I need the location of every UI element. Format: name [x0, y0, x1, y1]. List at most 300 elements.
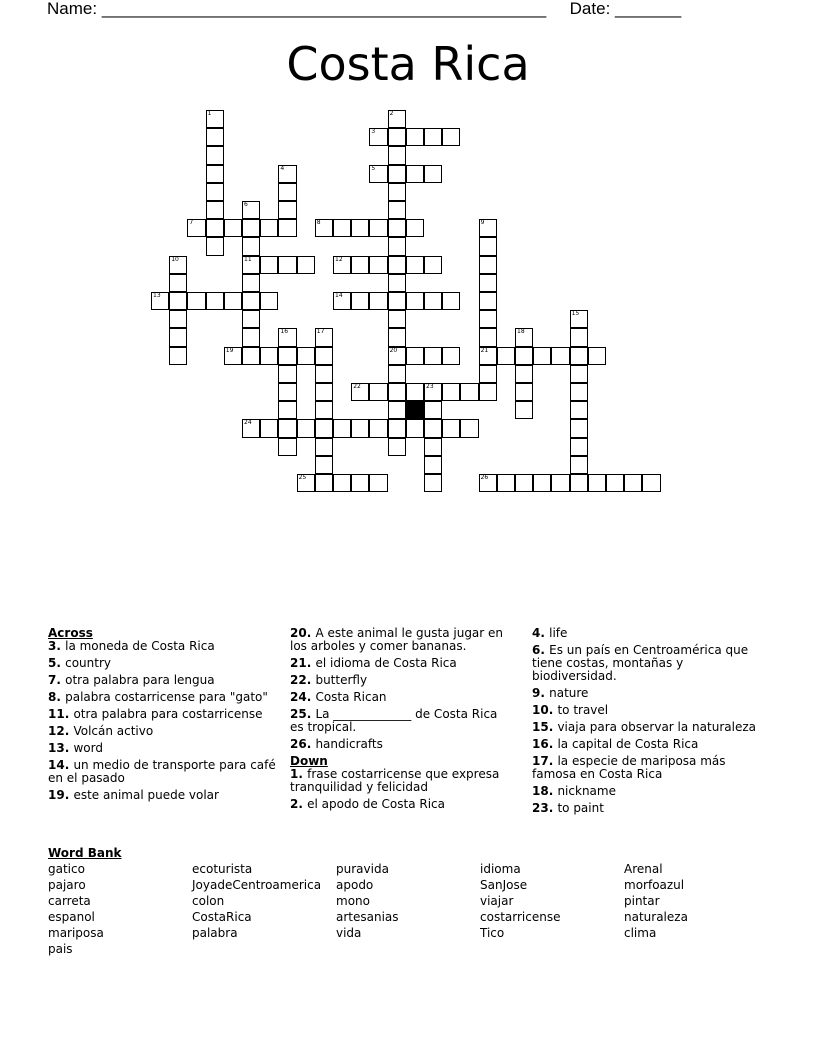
grid-cell[interactable]	[169, 347, 187, 365]
grid-cell[interactable]	[260, 292, 278, 310]
clues-column-2	[290, 627, 514, 815]
down-clue	[532, 755, 768, 781]
down-clue	[532, 785, 768, 798]
grid-cell[interactable]	[570, 328, 588, 346]
grid-cell[interactable]	[206, 183, 224, 201]
grid-cell[interactable]	[515, 347, 533, 365]
word-bank-word: espanol	[48, 910, 95, 924]
clue-number: 26	[480, 474, 489, 481]
clue-dot: .	[540, 643, 550, 657]
clue-text: to travel	[557, 703, 609, 717]
grid-cell[interactable]	[297, 474, 315, 492]
grid-cell[interactable]	[570, 365, 588, 383]
word-bank-word: mono	[336, 894, 370, 908]
grid-cell[interactable]	[369, 165, 387, 183]
word-bank-word: JoyadeCentroamerica	[192, 878, 322, 892]
word-bank-word: pajaro	[48, 878, 86, 892]
grid-cell[interactable]	[260, 256, 278, 274]
clue-label-number: 23	[532, 801, 549, 815]
clue-number: 24	[244, 419, 252, 427]
grid-cell[interactable]	[151, 292, 169, 310]
across-clue	[290, 708, 514, 734]
clue-number: 8	[316, 219, 321, 227]
grid-cell[interactable]	[388, 183, 406, 201]
grid-cell[interactable]	[388, 310, 406, 328]
down-clue	[532, 627, 768, 640]
grid-cell[interactable]	[187, 292, 205, 310]
word-bank-word: ecoturista	[192, 862, 253, 876]
clue-label-number: 9	[532, 686, 541, 700]
name-label: Name:	[47, 0, 98, 18]
clue-text: word	[73, 741, 103, 755]
grid-cell[interactable]	[169, 328, 187, 346]
date-line[interactable]: _______	[615, 0, 682, 18]
grid-cell[interactable]	[570, 347, 588, 365]
grid-cell[interactable]	[278, 438, 296, 456]
grid-cell[interactable]	[315, 438, 333, 456]
grid-cell[interactable]	[424, 383, 442, 401]
grid-cell[interactable]	[479, 219, 497, 237]
grid-cell[interactable]	[479, 274, 497, 292]
grid-cell[interactable]	[442, 383, 460, 401]
grid-cell[interactable]	[388, 365, 406, 383]
grid-cell[interactable]	[315, 219, 333, 237]
grid-cell[interactable]	[351, 292, 369, 310]
down-clue	[532, 738, 768, 751]
date-label: Date:	[569, 0, 611, 18]
clue-number: 1	[207, 110, 212, 117]
grid-cell[interactable]	[278, 256, 296, 274]
grid-cell[interactable]	[460, 419, 478, 437]
clue-label-number: 20	[290, 626, 307, 640]
grid-cell[interactable]	[479, 310, 497, 328]
across-clue	[48, 725, 280, 738]
grid-cell[interactable]	[479, 328, 497, 346]
clue-number: 10	[171, 255, 179, 263]
grid-cell[interactable]	[315, 456, 333, 474]
clue-number: 5	[371, 164, 376, 172]
word-bank-word: Tico	[480, 926, 505, 940]
grid-cell[interactable]	[442, 419, 460, 437]
grid-cell[interactable]	[333, 292, 351, 310]
grid-cell[interactable]	[479, 365, 497, 383]
word-bank-word: idioma	[480, 862, 521, 876]
clue-label-number: 22	[290, 673, 307, 687]
clue-number: 14	[335, 292, 343, 299]
clue-label-number: 11	[48, 707, 65, 721]
clue-label-number: 8	[48, 690, 57, 704]
clue-text: to paint	[557, 801, 604, 815]
grid-cell[interactable]	[515, 365, 533, 383]
word-bank-word: clima	[624, 926, 657, 940]
clue-dot: .	[548, 737, 558, 751]
grid-cell[interactable]	[278, 347, 296, 365]
grid-cell[interactable]	[315, 419, 333, 437]
word-bank-word: gatico	[48, 862, 85, 876]
grid-cell[interactable]	[297, 347, 315, 365]
across-clue	[290, 657, 514, 670]
across-clue	[48, 759, 280, 785]
clue-label-number: 5	[48, 656, 57, 670]
clue-number: 7	[189, 219, 194, 227]
grid-cell[interactable]	[369, 419, 387, 437]
clue-text: Costa Rican	[315, 690, 387, 704]
grid-cell[interactable]	[388, 328, 406, 346]
grid-cell[interactable]	[388, 383, 406, 401]
clue-label-number: 19	[48, 788, 65, 802]
clue-dot: .	[306, 707, 316, 721]
clue-label-number: 26	[290, 737, 307, 751]
across-clue	[48, 674, 280, 687]
grid-cell[interactable]	[388, 219, 406, 237]
grid-cell[interactable]	[278, 219, 296, 237]
clue-text: la moneda de Costa Rica	[65, 639, 215, 653]
clue-text: un medio de transporte para café en el pasado	[48, 758, 276, 785]
grid-cell[interactable]	[442, 128, 460, 146]
grid-cell[interactable]	[351, 219, 369, 237]
grid-cell[interactable]	[242, 256, 260, 274]
clue-label-number: 25	[290, 707, 307, 721]
clue-label-number: 16	[532, 737, 549, 751]
grid-cell[interactable]	[388, 237, 406, 255]
grid-cell[interactable]	[479, 237, 497, 255]
grid-cell[interactable]	[369, 474, 387, 492]
grid-cell[interactable]	[278, 365, 296, 383]
across-clue	[290, 627, 514, 653]
name-line[interactable]: _______________________________________________	[101, 0, 547, 18]
clue-text: otra palabra para lengua	[65, 673, 215, 687]
grid-cell[interactable]	[388, 401, 406, 419]
down-clue	[532, 802, 768, 815]
grid-cell[interactable]	[624, 474, 642, 492]
grid-cell[interactable]	[406, 165, 424, 183]
word-bank-word: artesanias	[336, 910, 399, 924]
down-clue	[290, 768, 514, 794]
clue-dot: .	[56, 639, 66, 653]
grid-cell[interactable]	[479, 347, 497, 365]
grid-cell[interactable]	[260, 347, 278, 365]
word-bank-word: morfoazul	[624, 878, 685, 892]
down-clue	[532, 704, 768, 717]
clue-text: el idioma de Costa Rica	[315, 656, 457, 670]
grid-cell[interactable]	[570, 310, 588, 328]
grid-cell[interactable]	[515, 401, 533, 419]
grid-cell[interactable]	[278, 183, 296, 201]
clue-dot: .	[548, 703, 558, 717]
grid-cell[interactable]	[260, 219, 278, 237]
clue-label-number: 4	[532, 626, 541, 640]
grid-cell[interactable]	[242, 201, 260, 219]
grid-cell[interactable]	[406, 219, 424, 237]
grid-cell[interactable]	[424, 401, 442, 419]
grid-cell[interactable]	[206, 237, 224, 255]
grid-cell[interactable]	[424, 292, 442, 310]
clue-number: 9	[480, 219, 485, 227]
clue-text: palabra costarricense para "gato"	[65, 690, 268, 704]
grid-cell[interactable]	[206, 146, 224, 164]
grid-cell[interactable]	[242, 237, 260, 255]
grid-cell[interactable]	[424, 474, 442, 492]
grid-cell[interactable]	[479, 474, 497, 492]
clue-label-number: 18	[532, 784, 549, 798]
grid-cell[interactable]	[388, 201, 406, 219]
grid-cell[interactable]	[406, 128, 424, 146]
word-bank-word: mariposa	[48, 926, 104, 940]
grid-cell[interactable]	[242, 219, 260, 237]
grid-cell[interactable]	[242, 274, 260, 292]
clue-number: 15	[571, 310, 580, 318]
grid-cell[interactable]	[588, 474, 606, 492]
clue-text: otra palabra para costarricense	[73, 707, 263, 721]
grid-cell[interactable]	[315, 328, 333, 346]
grid-cell[interactable]	[388, 256, 406, 274]
grid-cell[interactable]	[351, 419, 369, 437]
grid-cell[interactable]	[206, 201, 224, 219]
grid-cell[interactable]	[442, 347, 460, 365]
across-heading: Across	[48, 626, 93, 640]
grid-cell[interactable]	[515, 383, 533, 401]
clue-dot: .	[540, 626, 550, 640]
grid-cell[interactable]	[460, 383, 478, 401]
clue-number: 19	[225, 346, 234, 354]
clue-text: nature	[549, 686, 589, 700]
grid-cell[interactable]	[315, 474, 333, 492]
grid-cell[interactable]	[260, 419, 278, 437]
grid-cell[interactable]	[224, 347, 242, 365]
grid-cell[interactable]	[369, 256, 387, 274]
down-clue	[290, 798, 514, 811]
grid-cell[interactable]	[424, 347, 442, 365]
clue-text: la especie de mariposa más famosa en Costa Rica	[532, 754, 726, 781]
grid-cell[interactable]	[224, 219, 242, 237]
clue-label-number: 6	[532, 643, 541, 657]
grid-cell[interactable]	[206, 110, 224, 128]
clue-dot: .	[306, 690, 316, 704]
grid-cell[interactable]	[515, 328, 533, 346]
grid-cell[interactable]	[388, 438, 406, 456]
grid-cell[interactable]	[406, 256, 424, 274]
grid-cell[interactable]	[570, 438, 588, 456]
clue-dot: .	[64, 741, 74, 755]
grid-cell[interactable]	[551, 347, 569, 365]
across-clue	[48, 708, 280, 721]
across-clue	[290, 738, 514, 751]
clue-dot: .	[64, 788, 74, 802]
grid-cell[interactable]	[169, 292, 187, 310]
grid-cell[interactable]	[406, 292, 424, 310]
clue-text: life	[549, 626, 568, 640]
crossword-grid	[0, 0, 816, 520]
grid-cell[interactable]	[369, 383, 387, 401]
down-clue	[532, 687, 768, 700]
grid-cell[interactable]	[642, 474, 660, 492]
grid-cell[interactable]	[388, 292, 406, 310]
grid-cell[interactable]	[388, 347, 406, 365]
grid-cell[interactable]	[242, 292, 260, 310]
grid-cell[interactable]	[570, 474, 588, 492]
grid-cell[interactable]	[406, 419, 424, 437]
grid-cell[interactable]	[442, 292, 460, 310]
across-clue	[290, 674, 514, 687]
grid-cell[interactable]	[206, 128, 224, 146]
clue-label-number: 17	[532, 754, 549, 768]
word-bank-word: pais	[48, 942, 73, 956]
grid-cell[interactable]	[515, 474, 533, 492]
grid-cell[interactable]	[333, 419, 351, 437]
clue-text: butterfly	[315, 673, 368, 687]
grid-cell[interactable]	[278, 165, 296, 183]
clue-dot: .	[548, 720, 558, 734]
clue-dot: .	[306, 656, 316, 670]
word-bank-word: colon	[192, 894, 225, 908]
grid-cell[interactable]	[497, 347, 515, 365]
grid-cell[interactable]	[206, 219, 224, 237]
grid-cell[interactable]	[278, 201, 296, 219]
grid-cell[interactable]	[606, 474, 624, 492]
grid-cell[interactable]	[570, 401, 588, 419]
word-bank-word: SanJose	[480, 878, 528, 892]
grid-cell[interactable]	[479, 256, 497, 274]
grid-cell[interactable]	[406, 347, 424, 365]
clue-label-number: 21	[290, 656, 307, 670]
grid-cell[interactable]	[278, 383, 296, 401]
grid-cell[interactable]	[351, 256, 369, 274]
grid-cell[interactable]	[187, 219, 205, 237]
grid-cell[interactable]	[479, 292, 497, 310]
clue-text: este animal puede volar	[73, 788, 219, 802]
grid-cell[interactable]	[424, 128, 442, 146]
grid-cell[interactable]	[224, 292, 242, 310]
grid-cell[interactable]	[315, 365, 333, 383]
clue-number: 3	[371, 128, 376, 136]
clue-dot: .	[298, 767, 308, 781]
grid-cell[interactable]	[551, 474, 569, 492]
grid-cell[interactable]	[406, 383, 424, 401]
grid-cell[interactable]	[388, 110, 406, 128]
grid-cell[interactable]	[206, 292, 224, 310]
clue-dot: .	[306, 673, 316, 687]
clue-number: 16	[280, 328, 289, 336]
clue-number: 22	[353, 383, 361, 390]
clue-label-number: 13	[48, 741, 65, 755]
clue-text: el apodo de Costa Rica	[307, 797, 446, 811]
word-bank-word: costarricense	[480, 910, 561, 924]
clue-text: La _____________ de Costa Rica es tropical.	[290, 707, 498, 734]
grid-cell[interactable]	[315, 347, 333, 365]
grid-cell[interactable]	[588, 347, 606, 365]
clue-text: nickname	[557, 784, 616, 798]
clue-label-number: 24	[290, 690, 307, 704]
word-bank-heading: Word Bank	[48, 846, 122, 860]
grid-cell[interactable]	[424, 419, 442, 437]
grid-cell[interactable]	[388, 274, 406, 292]
word-bank-word: naturaleza	[624, 910, 688, 924]
clue-text: Volcán activo	[73, 724, 154, 738]
clue-label-number: 3	[48, 639, 57, 653]
black-square	[406, 401, 424, 419]
grid-cell[interactable]	[369, 219, 387, 237]
word-bank-word: apodo	[336, 878, 374, 892]
grid-cell[interactable]	[278, 401, 296, 419]
grid-cell[interactable]	[369, 292, 387, 310]
clues-column-1	[48, 627, 280, 806]
grid-cell[interactable]	[169, 274, 187, 292]
grid-cell[interactable]	[533, 474, 551, 492]
grid-cell[interactable]	[315, 383, 333, 401]
clue-number: 13	[153, 292, 161, 299]
grid-cell[interactable]	[497, 474, 515, 492]
clue-dot: .	[64, 724, 74, 738]
clue-number: 23	[426, 383, 434, 390]
grid-cell[interactable]	[388, 419, 406, 437]
clue-dot: .	[56, 673, 66, 687]
page-title: Costa Rica	[286, 37, 530, 91]
word-bank-word: viajar	[480, 894, 514, 908]
grid-cell[interactable]	[388, 128, 406, 146]
clue-dot: .	[56, 690, 66, 704]
across-clue	[48, 691, 280, 704]
clue-number: 17	[316, 328, 325, 336]
grid-cell[interactable]	[278, 328, 296, 346]
grid-cell[interactable]	[479, 383, 497, 401]
grid-cell[interactable]	[242, 347, 260, 365]
grid-cell[interactable]	[315, 401, 333, 419]
grid-cell[interactable]	[369, 128, 387, 146]
grid-cell[interactable]	[242, 328, 260, 346]
grid-cell[interactable]	[297, 256, 315, 274]
grid-cell[interactable]	[424, 165, 442, 183]
grid-cell[interactable]	[424, 438, 442, 456]
grid-cell[interactable]	[333, 219, 351, 237]
grid-cell[interactable]	[388, 146, 406, 164]
clue-text: handicrafts	[315, 737, 383, 751]
grid-cell[interactable]	[424, 456, 442, 474]
grid-cell[interactable]	[169, 256, 187, 274]
word-bank-word: vida	[336, 926, 362, 940]
grid-cell[interactable]	[242, 310, 260, 328]
clue-dot: .	[548, 754, 558, 768]
across-clue	[48, 742, 280, 755]
clue-dot: .	[64, 758, 74, 772]
clue-number: 6	[244, 201, 248, 208]
grid-cell[interactable]	[297, 419, 315, 437]
down-clue	[532, 644, 768, 683]
grid-cell[interactable]	[206, 165, 224, 183]
grid-cell[interactable]	[533, 347, 551, 365]
clue-text: A este animal le gusta jugar en los arboles y comer bananas.	[290, 626, 504, 653]
clue-text: viaja para observar la naturaleza	[557, 720, 756, 734]
word-bank	[48, 845, 768, 957]
grid-cell[interactable]	[351, 383, 369, 401]
across-clue	[48, 640, 280, 653]
grid-cell[interactable]	[242, 419, 260, 437]
clue-text: Es un país en Centroamérica que tiene costas, montañas y biodiversidad.	[532, 643, 749, 683]
down-heading: Down	[290, 754, 328, 768]
grid-cell[interactable]	[388, 165, 406, 183]
grid-cell[interactable]	[278, 419, 296, 437]
grid-cell[interactable]	[351, 474, 369, 492]
grid-cell[interactable]	[570, 456, 588, 474]
word-bank-word: palabra	[192, 926, 238, 940]
clue-dot: .	[298, 797, 308, 811]
grid-cell[interactable]	[333, 474, 351, 492]
grid-cell[interactable]	[424, 256, 442, 274]
clue-number: 12	[335, 255, 343, 263]
grid-cell[interactable]	[570, 419, 588, 437]
grid-cell[interactable]	[570, 383, 588, 401]
grid-cell[interactable]	[169, 310, 187, 328]
grid-cell[interactable]	[333, 256, 351, 274]
